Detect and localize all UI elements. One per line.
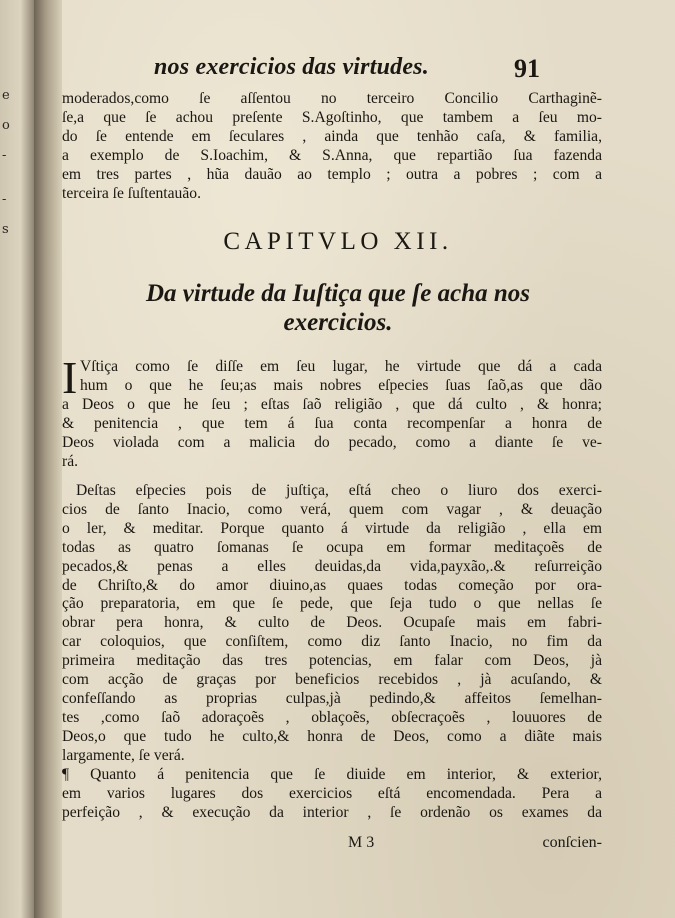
text-line: Deos violada com a malicia do pecado, como a diante ſe ve- bbox=[62, 433, 602, 451]
opening-paragraph bbox=[62, 90, 602, 203]
paragraph-2 bbox=[62, 482, 602, 766]
chapter-title-line: exercicios. bbox=[283, 309, 393, 336]
text-line: todas as quatro ſomanas ſe ocupa em formar meditaçoẽs de bbox=[62, 538, 602, 556]
chapter-title bbox=[62, 279, 602, 337]
text-line: primeira meditação das tres potencias, em falar com Deos, jà bbox=[62, 652, 602, 670]
text-line: em tres partes , hũa dauão ao templo ; outra a pobres ; com a bbox=[62, 165, 602, 183]
text-line: Deos,o que tudo he culto,& honra de Deos, como a diãte mais bbox=[62, 727, 602, 745]
page-number: 91 bbox=[514, 54, 540, 83]
text-line: Vſtiça como ſe diſſe em ſeu lugar, he virtude que dá a cada bbox=[80, 358, 602, 375]
book-gutter bbox=[34, 0, 62, 918]
text-line: car coloquios, que conſiſtem, como diz ſanto Inacio, no fim da bbox=[62, 633, 602, 651]
page-header bbox=[62, 52, 597, 88]
facing-page-mark: o bbox=[2, 118, 10, 133]
text-line: em varios lugares dos exercicios eſtá encomendada. Pera a bbox=[62, 784, 602, 802]
text-line: do ſe entende em ſeculares , ainda que tenhão caſa, & familia, bbox=[62, 127, 602, 145]
text-line: largamente, ſe verá. bbox=[62, 746, 185, 764]
chapter-heading: CAPITVLO XII. bbox=[223, 228, 453, 255]
text-line: o ler, & meditar. Porque quanto á virtude da religião , ella em bbox=[62, 519, 602, 537]
text-line: a Deos o que he ſeu ; eſtas ſaõ religião , que dá culto , & honra; bbox=[62, 395, 602, 413]
paragraph-1 bbox=[62, 396, 602, 472]
text-line: com acção de graças por beneficios recebidos , jà acuſando, & bbox=[62, 671, 602, 689]
facing-page-mark: - bbox=[2, 148, 7, 163]
chapter-title-line: Da virtude da Iuſtiça que ſe acha nos bbox=[145, 280, 531, 307]
text-line: rá. bbox=[62, 452, 79, 470]
facing-page-mark: s bbox=[2, 222, 9, 237]
text-line: pecados,& penas a elles deuidas,da vida,payxão,.& reſurreição bbox=[62, 557, 602, 575]
drop-cap: I bbox=[62, 352, 78, 403]
signature-mark: M 3 bbox=[348, 834, 375, 851]
page-footer bbox=[62, 834, 602, 858]
text-line: terceira ſe ſuſtentauão. bbox=[62, 184, 201, 202]
book-page bbox=[62, 0, 675, 918]
text-line: ção preparatoria, em que ſe pede, que ſeja tudo o que nellas ſe bbox=[62, 595, 602, 613]
text-line: Deſtas eſpecies pois de juſtiça, eſtá cheo o liuro dos exerci- bbox=[76, 482, 602, 499]
text-line: cios de ſanto Inacio, como verá, quem com vagar , & deuação bbox=[62, 500, 602, 518]
text-line: obrar pera honra, & culto de Deos. Ocupaſe mais em fabri- bbox=[62, 614, 602, 632]
text-line: confeſſando as proprias culpas,jà pedindo,& affeitos ſemelhan- bbox=[62, 689, 602, 707]
text-line: hum o que he ſeu;as mais nobres eſpecies ſuas ſaõ,as que dão bbox=[80, 376, 602, 394]
text-line: tes ,como ſaõ adoraçoẽs , oblaçoẽs, obſecraçoẽs , louuores de bbox=[62, 708, 602, 726]
text-line: ſe,a que ſe achou preſente S.Agoſtinho, que tambem a ſeu mo- bbox=[62, 108, 602, 126]
text-line: ¶ Quanto á penitencia que ſe diuide em interior, & exterior, bbox=[62, 766, 602, 783]
text-line: a exemplo de S.Ioachim, & S.Anna, que repartião ſua fazenda bbox=[62, 146, 602, 164]
catchword: conſcien- bbox=[542, 834, 602, 851]
text-line: de Chriſto,& do amor diuino,as quaes todas começão por ora- bbox=[62, 576, 602, 594]
text-line: & penitencia , que tem á ſua conta recompenſar a honra de bbox=[62, 414, 602, 432]
facing-page-edge bbox=[0, 0, 34, 918]
facing-page-mark: e bbox=[2, 88, 10, 103]
paragraph-1-indented bbox=[80, 358, 602, 396]
running-title: nos exercicios das virtudes. bbox=[154, 54, 429, 80]
text-line: perfeição , & execução da interior , ſe ordenão os exames da bbox=[62, 803, 602, 821]
paragraph-3 bbox=[62, 766, 602, 823]
facing-page-mark: - bbox=[2, 192, 7, 207]
text-line: moderados,como ſe aſſentou no terceiro Concilio Carthaginẽ- bbox=[62, 90, 602, 107]
